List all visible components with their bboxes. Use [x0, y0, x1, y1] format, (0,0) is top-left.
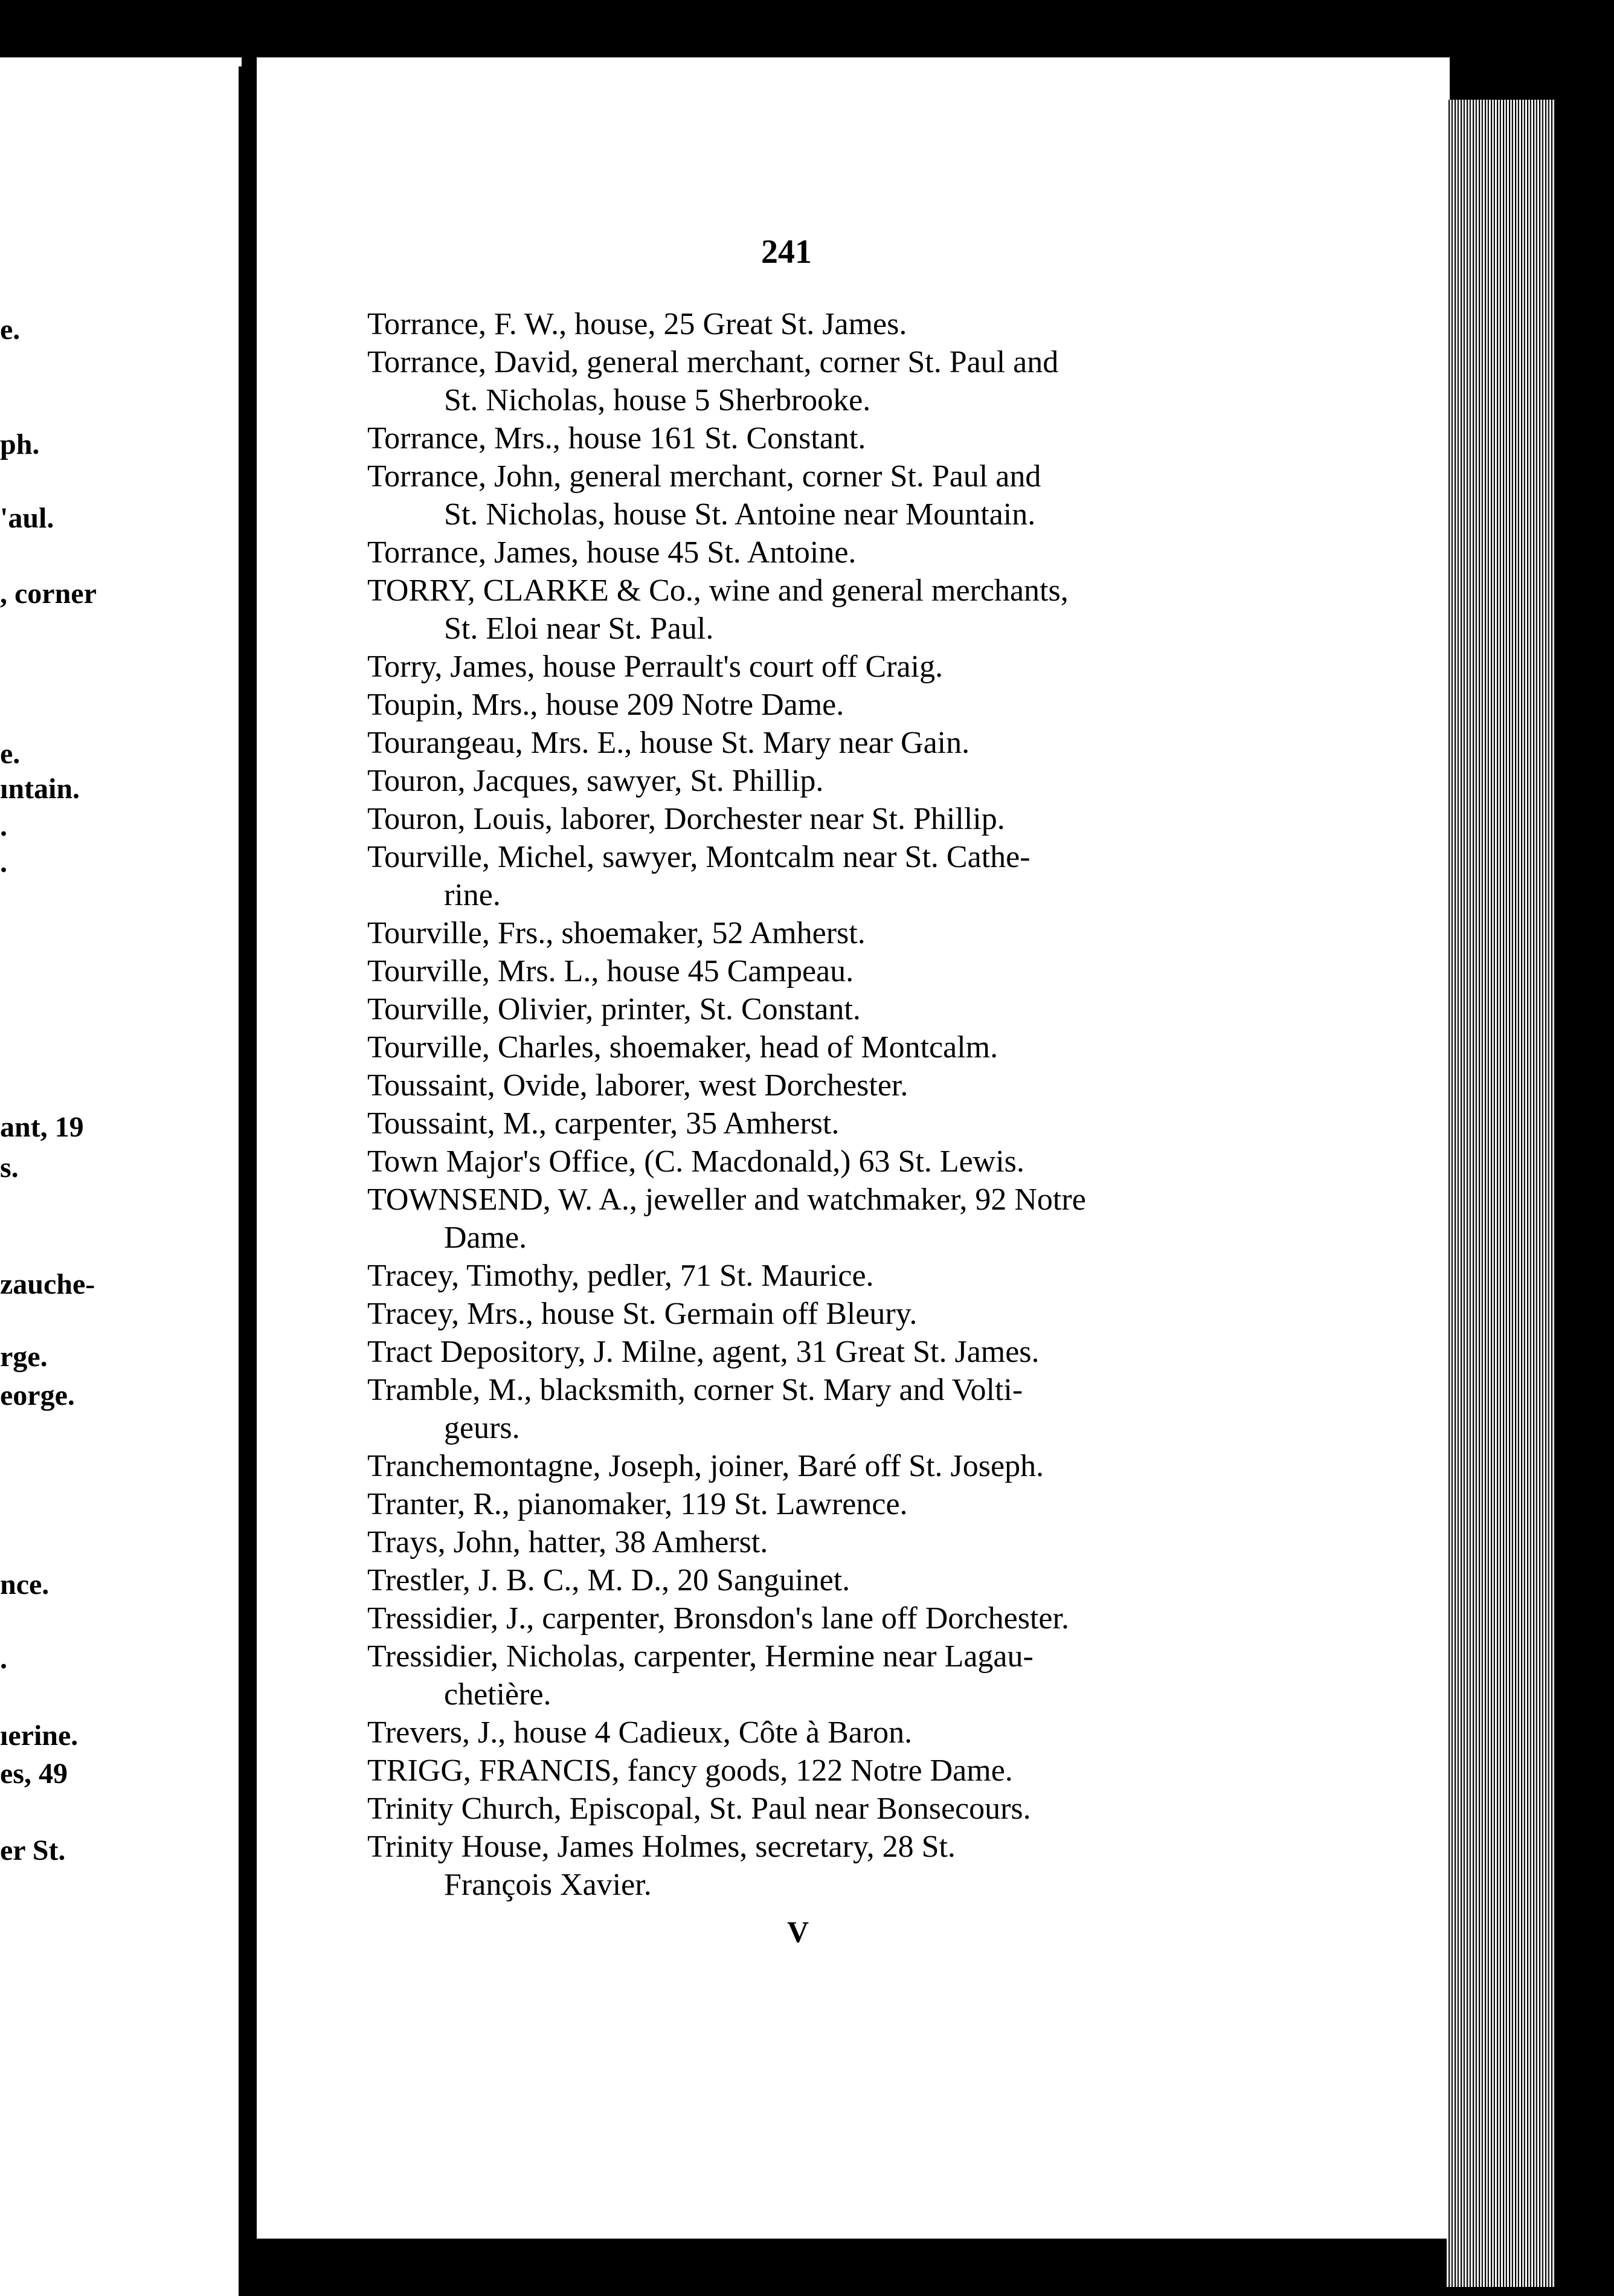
- directory-entry: [367, 724, 1225, 762]
- entry-continuation-line: St. Eloi near St. Paul.: [444, 611, 714, 646]
- entry-line: Toupin, Mrs., house 209 Notre Dame.: [367, 688, 844, 722]
- previous-page-fragment: 'aul.: [0, 502, 54, 534]
- entry-line: Tourville, Charles, shoemaker, head of Montcalm.: [367, 1030, 998, 1065]
- entry-line: Tourville, Frs., shoemaker, 52 Amherst.: [367, 916, 866, 950]
- signature-mark: V: [787, 1915, 809, 1949]
- directory-entry: [367, 343, 1225, 419]
- directory-entry: [367, 1066, 1225, 1104]
- entry-continuation-line: rine.: [444, 878, 501, 912]
- directory-entry: [367, 1714, 1225, 1752]
- directory-entry: [367, 914, 1225, 952]
- entry-line: Torrance, F. W., house, 25 Great St. James.: [367, 307, 907, 341]
- entry-line: Torry, James, house Perrault's court off Craig.: [367, 650, 944, 684]
- directory-entry: [367, 534, 1225, 572]
- entry-line: Tranter, R., pianomaker, 119 St. Lawrence.: [367, 1487, 908, 1521]
- entry-line: Tourville, Michel, sawyer, Montcalm near St. Cathe-: [367, 840, 1030, 874]
- previous-page: [0, 57, 242, 2296]
- entry-line: Tract Depository, J. Milne, agent, 31 Great St. James.: [367, 1335, 1040, 1369]
- entry-line: Tracey, Mrs., house St. Germain off Bleury.: [367, 1297, 918, 1331]
- previous-page-fragment: ant, 19: [0, 1111, 84, 1143]
- entry-line: Tressidier, Nicholas, carpenter, Hermine near Lagau-: [367, 1639, 1034, 1674]
- entry-continuation-line: St. Nicholas, house St. Antoine near Mountain.: [444, 497, 1036, 532]
- entry-continuation-line: St. Nicholas, house 5 Sherbrooke.: [444, 383, 871, 418]
- directory-entry: [367, 457, 1225, 534]
- entry-line: Trevers, J., house 4 Cadieux, Côte à Baron.: [367, 1715, 913, 1750]
- previous-page-fragment: eorge.: [0, 1379, 75, 1411]
- directory-entry: [367, 305, 1225, 343]
- previous-page-fragment: rge.: [0, 1341, 48, 1373]
- entry-continuation-line: chetière.: [444, 1677, 551, 1712]
- directory-entry: [367, 419, 1225, 457]
- entry-line: Toussaint, Ovide, laborer, west Dorchester.: [367, 1068, 908, 1103]
- directory-entry: [367, 1828, 1225, 1904]
- entry-line: TORRY, CLARKE & Co., wine and general merchants,: [367, 573, 1069, 608]
- directory-entry: [367, 1790, 1225, 1828]
- directory-entry: [367, 952, 1225, 990]
- directory-entry: [367, 1485, 1225, 1523]
- entry-line: Trinity Church, Episcopal, St. Paul near Bonsecours.: [367, 1791, 1031, 1826]
- entry-line: Torrance, James, house 45 St. Antoine.: [367, 535, 857, 570]
- previous-page-fragment: , corner: [0, 578, 97, 610]
- directory-entry: [367, 572, 1225, 648]
- directory-entry: [367, 1523, 1225, 1561]
- directory-entry: [367, 1181, 1225, 1257]
- page-edges: [1447, 100, 1555, 2287]
- previous-page-fragment: .: [0, 810, 7, 842]
- entry-continuation-line: Dame.: [444, 1221, 527, 1255]
- previous-page-fragment: s.: [0, 1152, 19, 1184]
- entry-line: Touron, Louis, laborer, Dorchester near St. Phillip.: [367, 802, 1005, 836]
- directory-entry: [367, 990, 1225, 1028]
- page-number: 241: [761, 233, 812, 271]
- entry-line: Tourangeau, Mrs. E., house St. Mary near Gain.: [367, 726, 970, 760]
- entry-line: Torrance, John, general merchant, corner St. Paul and: [367, 459, 1041, 494]
- directory-entry: [367, 762, 1225, 800]
- previous-page-fragment: .: [0, 1643, 7, 1675]
- entry-line: Tourville, Mrs. L., house 45 Campeau.: [367, 954, 854, 988]
- entry-line: Toussaint, M., carpenter, 35 Amherst.: [367, 1106, 840, 1141]
- entry-line: Torrance, David, general merchant, corner St. Paul and: [367, 345, 1059, 379]
- entry-line: Town Major's Office, (C. Macdonald,) 63 St. Lewis.: [367, 1144, 1024, 1179]
- previous-page-fragment: e.: [0, 314, 21, 346]
- directory-entry: [367, 1143, 1225, 1181]
- entry-line: Tramble, M., blacksmith, corner St. Mary and Volti-: [367, 1373, 1023, 1407]
- directory-entry: [367, 1371, 1225, 1447]
- directory-entry: [367, 1333, 1225, 1371]
- previous-page-fragment: .: [0, 846, 7, 879]
- previous-page-fragment: ph.: [0, 428, 40, 460]
- entry-line: Torrance, Mrs., house 161 St. Constant.: [367, 421, 866, 456]
- entry-line: Trestler, J. B. C., M. D., 20 Sanguinet.: [367, 1563, 850, 1598]
- directory-entry: [367, 1257, 1225, 1295]
- directory-entry: [367, 1447, 1225, 1485]
- previous-page-fragment: ıerine.: [0, 1720, 79, 1752]
- directory-entry: [367, 838, 1225, 914]
- directory-entry: [367, 1028, 1225, 1066]
- directory-entry: [367, 1104, 1225, 1143]
- entry-line: Trays, John, hatter, 38 Amherst.: [367, 1525, 768, 1559]
- entry-line: Tourville, Olivier, printer, St. Constant.: [367, 992, 861, 1027]
- directory-entry: [367, 1752, 1225, 1790]
- entry-line: Touron, Jacques, sawyer, St. Phillip.: [367, 764, 824, 798]
- entry-line: Tracey, Timothy, pedler, 71 St. Maurice.: [367, 1259, 874, 1293]
- directory-entry: [367, 1561, 1225, 1599]
- previous-page-fragment: e.: [0, 738, 21, 770]
- entry-continuation-line: François Xavier.: [444, 1868, 652, 1902]
- entry-line: Tranchemontagne, Joseph, joiner, Baré off St. Joseph.: [367, 1449, 1044, 1483]
- previous-page-fragment: es, 49: [0, 1758, 68, 1790]
- previous-page-fragment: zauche-: [0, 1268, 95, 1300]
- entry-line: Trinity House, James Holmes, secretary, 28 St.: [367, 1830, 956, 1864]
- directory-entry: [367, 800, 1225, 838]
- entry-line: TRIGG, FRANCIS, fancy goods, 122 Notre Dame.: [367, 1753, 1013, 1788]
- directory-listing: [367, 305, 1225, 1904]
- directory-entry: [367, 1599, 1225, 1637]
- directory-entry: [367, 648, 1225, 686]
- previous-page-fragment: er St.: [0, 1834, 66, 1866]
- previous-page-fragment: ıntain.: [0, 773, 80, 805]
- directory-entry: [367, 1295, 1225, 1333]
- directory-entry: [367, 686, 1225, 724]
- previous-page-fragment: nce.: [0, 1569, 50, 1601]
- binding-gutter: [239, 66, 257, 2296]
- entry-line: Tressidier, J., carpenter, Bronsdon's lane off Dorchester.: [367, 1601, 1069, 1636]
- entry-line: TOWNSEND, W. A., jeweller and watchmaker, 92 Notre: [367, 1182, 1086, 1217]
- directory-entry: [367, 1637, 1225, 1714]
- entry-continuation-line: geurs.: [444, 1411, 520, 1445]
